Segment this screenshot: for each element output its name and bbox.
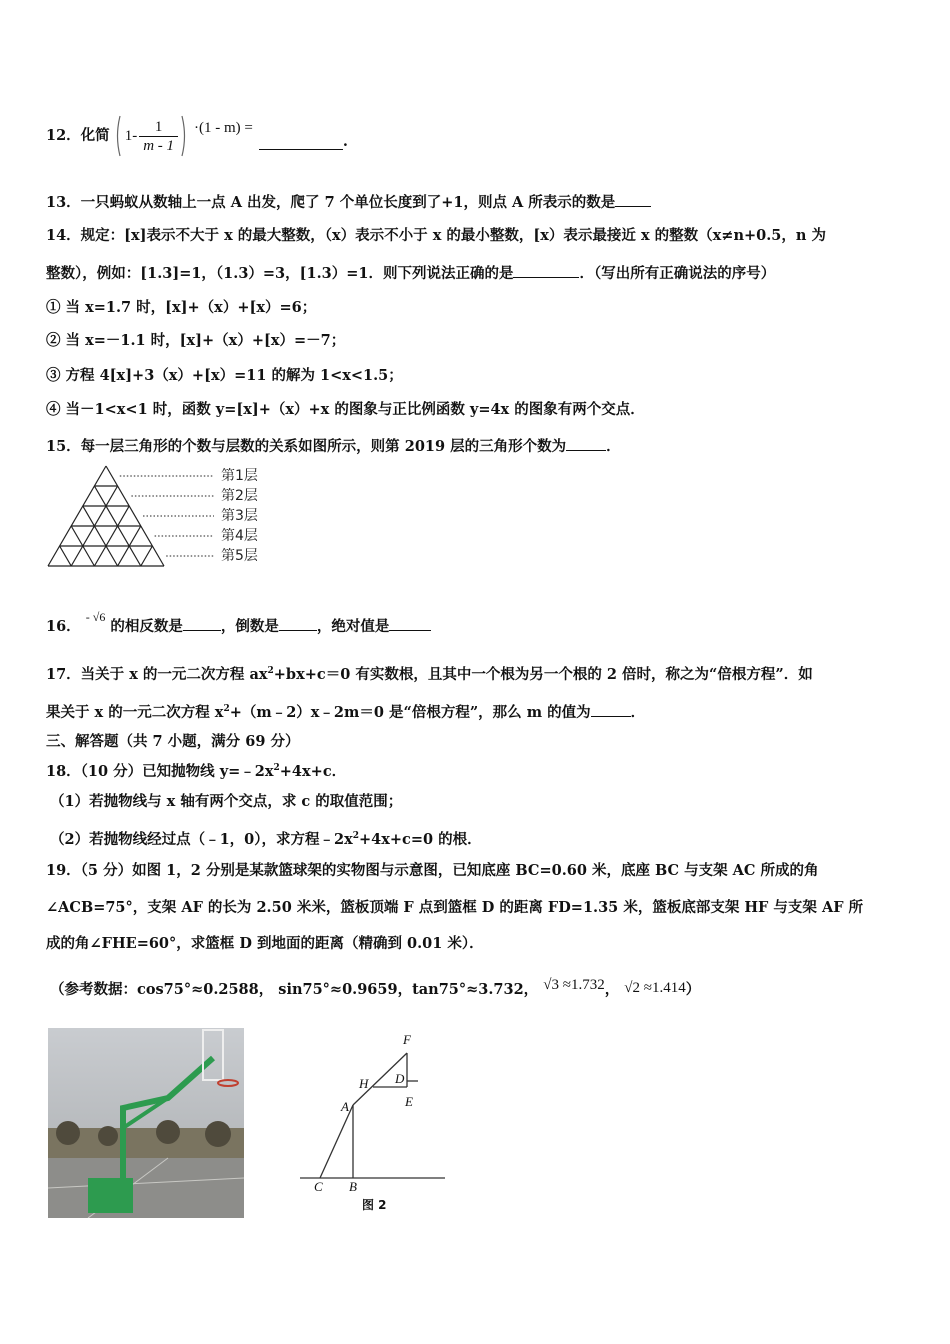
q14-option-4: ④ 当－1<x<1 时，函数 y=[x]+（x）+x 的图象与正比例函数 y=4x 的图象有两个交点． <box>46 401 645 418</box>
q12-label: 12．化简 <box>46 127 110 144</box>
sqrt3-value: √3 ≈1.732 <box>543 977 605 993</box>
q12-denominator: m - 1 <box>139 136 178 155</box>
layer-label: 第2层 <box>221 488 258 504</box>
q14-option-1: ① 当 x=1.7 时，[x]+（x）+[x）=6； <box>46 299 317 316</box>
q19-line1: 19．（5 分）如图 1，2 分别是某款篮球架的实物图与示意图，已知底座 BC=0.60 米，底座 BC 与支架 AC 所成的角 <box>46 862 819 879</box>
paren: ） <box>685 981 701 998</box>
period: ． <box>606 438 621 455</box>
superscript: 2 <box>267 666 274 676</box>
answer-blank-opposite[interactable] <box>183 616 221 631</box>
diagonal-line <box>141 546 153 566</box>
layer-label: 第3层 <box>221 508 258 524</box>
q19-line3: 成的角∠FHE=60°，求篮框 D 到地面的距离（精确到 0.01 米）． <box>46 935 484 952</box>
diagonal-line <box>60 546 72 566</box>
q17-line2 <box>46 700 645 722</box>
q17-line1 <box>46 662 813 684</box>
q12-tail: ·(1 - m) = <box>194 120 253 136</box>
point-h-label: H <box>359 1076 369 1091</box>
q17-text: 17．当关于 x 的一元二次方程 ax <box>46 665 268 683</box>
answer-blank[interactable] <box>615 192 651 207</box>
q18-part2 <box>50 827 482 849</box>
point-a-label: A <box>341 1099 349 1114</box>
q18-text: （2）若抛物线经过点（﹣1，0），求方程﹣2x <box>50 830 353 848</box>
q14-option-2: ② 当 x=－1.1 时，[x]+（x）+[x）=－7； <box>46 332 346 349</box>
period: . <box>342 133 348 150</box>
superscript: 2 <box>223 704 230 714</box>
q19-reference-data <box>50 977 701 999</box>
layer-label: 第1层 <box>221 468 258 484</box>
q12-lead: 1- <box>124 128 138 144</box>
diagonal-line <box>106 466 164 566</box>
q15-text: 15．每一层三角形的个数与层数的关系如图所示，则第 2019 层的三角形个数为 <box>46 438 567 455</box>
q16-text-c: ，绝对值是 <box>316 618 390 635</box>
period: ． <box>630 703 646 721</box>
basketball-hoop-photo <box>48 1028 244 1218</box>
answer-blank[interactable] <box>591 702 631 717</box>
ref-text: （参考数据：cos75°≈0.2588， sin75°≈0.9659，tan75°≈3.732， <box>50 981 539 998</box>
q16-expression: - √6 <box>85 610 106 624</box>
question-16 <box>46 610 431 636</box>
point-f-label: F <box>403 1032 411 1047</box>
q16-text-b: ，倒数是 <box>220 618 279 635</box>
point-e-label: E <box>405 1094 413 1109</box>
q14-option-3: ③ 方程 4[x]+3（x）+[x）=11 的解为 1<x<1.5； <box>46 367 403 384</box>
diagonal-line <box>48 466 106 566</box>
layer-label: 第4层 <box>221 528 258 544</box>
q19-line2: ∠ACB=75°，支架 AF 的长为 2.50 米米，篮板顶端 F 点到篮框 D 的距离 FD=1.35 米，篮板底部支架 HF 与支架 AF 所 <box>46 899 864 916</box>
q17-text: +（m﹣2）x﹣2m＝0 是“倍根方程”，那么 m 的值为 <box>229 703 591 721</box>
point-d-label: D <box>395 1071 405 1086</box>
q18-text: 18．（10 分）已知抛物线 y=﹣2x <box>46 762 274 780</box>
answer-blank[interactable] <box>513 263 579 278</box>
q14-text: 整数），例如：[1.3]=1，（1.3）=3，[1.3）=1．则下列说法正确的是 <box>46 265 514 282</box>
superscript: 2 <box>273 763 280 773</box>
q18-part1: （1）若抛物线与 x 轴有两个交点，求 c 的取值范围； <box>50 793 403 810</box>
q18-stem <box>46 759 346 781</box>
q17-text: 果关于 x 的一元二次方程 x <box>46 703 224 721</box>
q13-text: 13．一只蚂蚁从数轴上一点 A 出发，爬了 7 个单位长度到了+1，则点 A 所表示的数是 <box>46 194 616 211</box>
answer-blank[interactable] <box>566 436 606 451</box>
comma: ， <box>604 981 620 998</box>
figure-2-caption: 图 2 <box>362 1198 387 1212</box>
answer-blank-reciprocal[interactable] <box>279 616 317 631</box>
sqrt2-value: √2 ≈1.414 <box>624 980 686 996</box>
point-c-label: C <box>314 1179 323 1194</box>
point-b-label: B <box>349 1179 357 1194</box>
q18-text: +4x+c． <box>279 762 347 780</box>
section-heading: 三、解答题（共 7 小题，满分 69 分） <box>46 733 300 750</box>
q18-text: +4x+c=0 的根． <box>359 830 482 848</box>
q17-text: +bx+c＝0 有实数根，且其中一个根为另一个根的 2 倍时，称之为“倍根方程”．如 <box>273 665 813 683</box>
layer-label: 第5层 <box>221 548 258 564</box>
superscript: 2 <box>352 831 360 841</box>
q14-text-end: ．（写出所有正确说法的序号） <box>579 265 776 282</box>
q16-label: 16． <box>46 618 81 635</box>
answer-blank-absolute[interactable] <box>389 616 431 631</box>
q16-text-a: 的相反数是 <box>110 618 183 635</box>
q14-line1: 14．规定：[x]表示不大于 x 的最大整数，（x）表示不小于 x 的最小整数，[x）表示最接近 x 的整数（x≠n+0.5，n 为 <box>46 227 826 244</box>
q12-numerator: 1 <box>154 118 163 135</box>
